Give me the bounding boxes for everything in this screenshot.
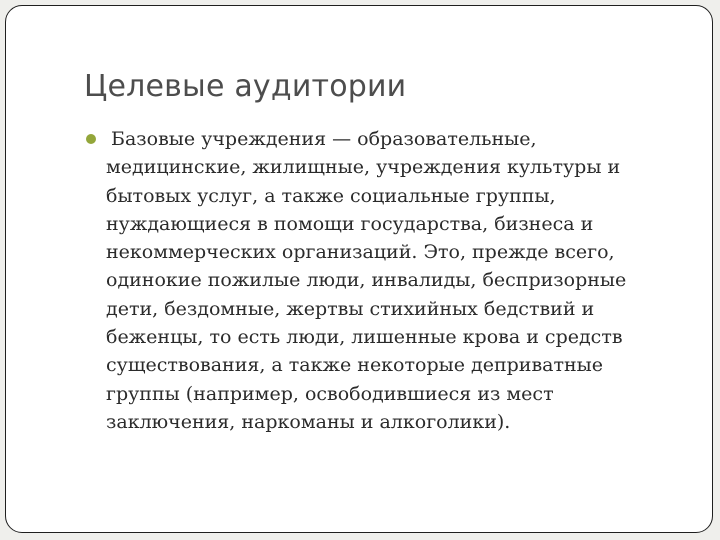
bullet-paragraph: [106, 125, 686, 436]
slide-frame: [5, 5, 713, 533]
bullet-dot-icon: [86, 134, 96, 144]
paragraph-line: бытовых услуг, а также социальные группы,: [106, 184, 556, 207]
paragraph-line: заключения, наркоманы и алкоголики).: [106, 410, 511, 433]
paragraph-line: Базовые учреждения — образовательные,: [111, 128, 537, 150]
paragraph-line: группы (например, освободившиеся из мест: [106, 382, 554, 405]
paragraph-line: беженцы, то есть люди, лишенные крова и средств: [106, 326, 623, 349]
paragraph-line: нуждающиеся в помощи государства, бизнеса и: [106, 212, 594, 235]
paragraph-line: существования, а также некоторые деприватные: [106, 354, 604, 377]
slide-title: Целевые аудитории: [84, 69, 407, 104]
paragraph-line: медицинские, жилищные, учреждения культуры и: [106, 156, 621, 179]
paragraph-line: некоммерческих организаций. Это, прежде всего,: [106, 241, 615, 264]
paragraph-line: одинокие пожилые люди, инвалиды, беспризорные: [106, 269, 627, 292]
paragraph-line: дети, бездомные, жертвы стихийных бедствий и: [106, 297, 595, 320]
